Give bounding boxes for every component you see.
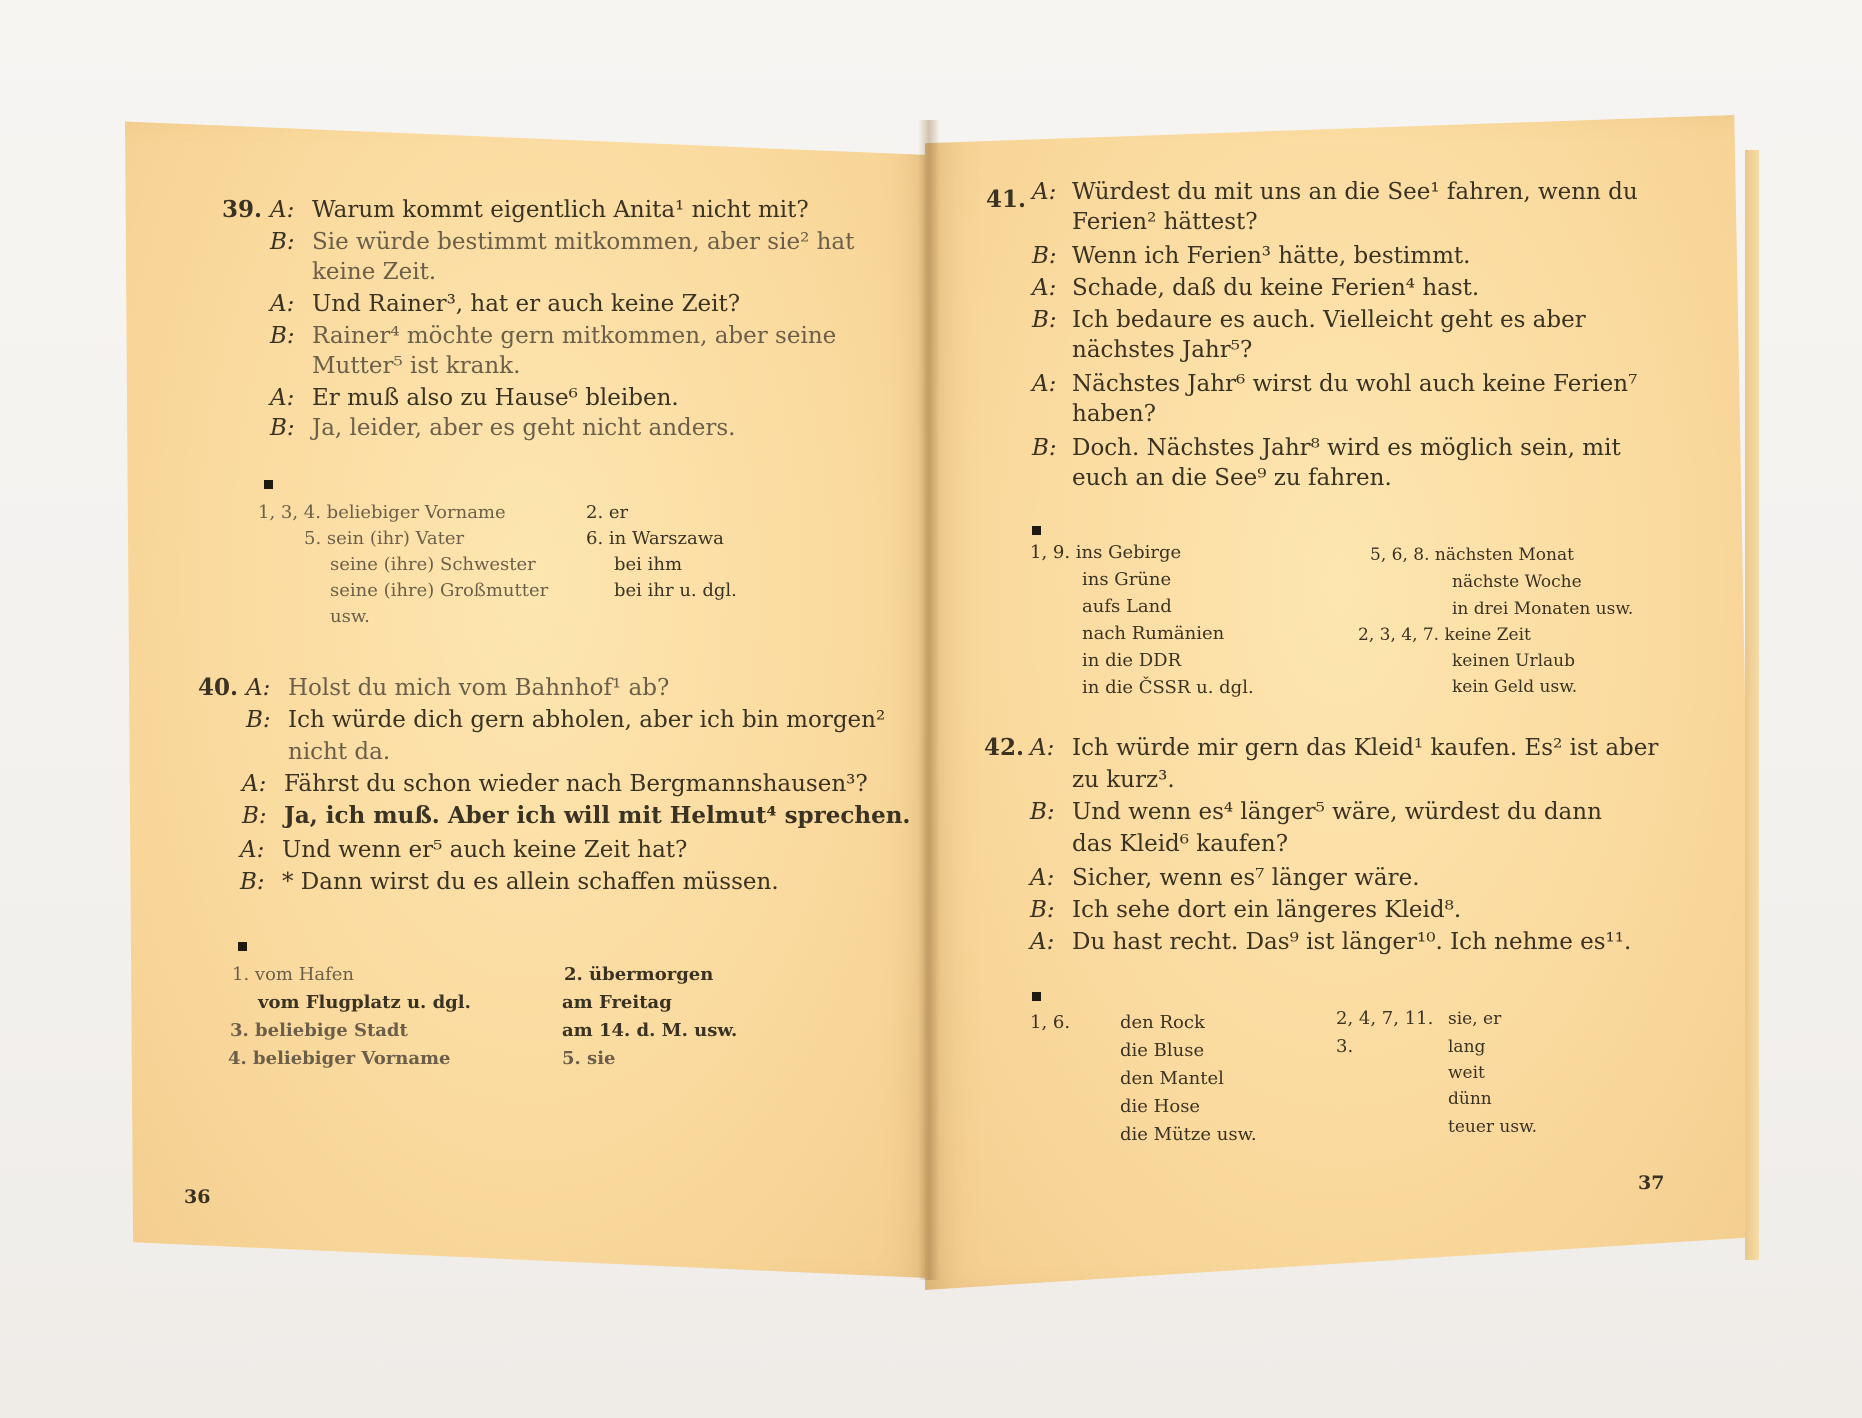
ex40-line: nicht da. (288, 739, 391, 765)
ex41-substitution: kein Geld usw. (1452, 677, 1578, 697)
ex41-line: Ich bedaure es auch. Vielleicht geht es aber (1072, 307, 1586, 333)
ex41-substitution: 5, 6, 8. nächsten Monat (1370, 545, 1574, 565)
ex42-substitution: weit (1448, 1063, 1485, 1083)
ex42-substitution: die Bluse (1120, 1040, 1205, 1061)
ex39-substitution: bei ihr u. dgl. (614, 580, 737, 601)
ex39-substitution: 1, 3, 4. beliebiger Vorname (258, 502, 506, 523)
ex41-substitution: nach Rumänien (1082, 623, 1225, 644)
ex41-substitution: 1, 9. ins Gebirge (1030, 542, 1182, 563)
ex39-speaker: B: (270, 415, 295, 441)
ex41-line: euch an die See⁹ zu fahren. (1072, 465, 1392, 491)
page-number-right: 37 (1638, 1172, 1665, 1194)
ex40-substitution: am 14. d. M. usw. (562, 1020, 738, 1041)
ex42-line: Ich sehe dort ein längeres Kleid⁸. (1072, 897, 1462, 923)
ex39-line: Mutter⁵ ist krank. (312, 353, 521, 379)
ex42-substitution-label: 2, 4, 7, 11. (1336, 1008, 1434, 1029)
ex40-substitution: 5. sie (562, 1048, 616, 1069)
ex41-speaker: A: (1032, 179, 1057, 205)
ex42-line: Du hast recht. Das⁹ ist länger¹⁰. Ich nehme es¹¹. (1072, 929, 1632, 955)
page-edge (1745, 150, 1759, 1260)
ex41-substitution: aufs Land (1082, 596, 1172, 617)
ex39-speaker: B: (270, 323, 295, 349)
ex42-speaker: B: (1030, 799, 1055, 825)
ex40-substitution: 2. übermorgen (564, 964, 714, 985)
ex39-line: Ja, leider, aber es geht nicht anders. (312, 415, 736, 441)
ex39-speaker: A: (270, 291, 295, 317)
ex41-line: Würdest du mit uns an die See¹ fahren, wenn du (1072, 179, 1638, 205)
ex40-substitution: am Freitag (562, 992, 672, 1013)
ex42-substitution: die Hose (1120, 1096, 1201, 1117)
ex42-substitution: teuer usw. (1448, 1117, 1538, 1137)
ex39-line: Sie würde bestimmt mitkommen, aber sie² hat (312, 229, 855, 255)
ex39-substitution: 5. sein (ihr) Vater (304, 528, 465, 549)
ex42-speaker: B: (1030, 897, 1055, 923)
ex41-speaker: B: (1032, 307, 1057, 333)
ex41-line: Ferien² hättest? (1072, 209, 1258, 235)
substitution-marker (264, 480, 273, 489)
exercise-42-number: 42. (984, 734, 1025, 761)
ex40-line: Ich würde dich gern abholen, aber ich bin morgen² (288, 707, 886, 733)
ex41-substitution: 2, 3, 4, 7. keine Zeit (1358, 625, 1531, 645)
ex40-line: Holst du mich vom Bahnhof¹ ab? (288, 675, 670, 701)
ex41-substitution: nächste Woche (1452, 572, 1582, 592)
ex42-substitution: den Mantel (1120, 1068, 1224, 1089)
ex41-substitution: ins Grüne (1082, 569, 1172, 590)
ex41-line: Schade, daß du keine Ferien⁴ hast. (1072, 275, 1480, 301)
ex41-line: Nächstes Jahr⁶ wirst du wohl auch keine Ferien⁷ (1072, 371, 1638, 397)
ex40-line: Fährst du schon wieder nach Bergmannshausen³? (284, 771, 868, 797)
ex42-line: Sicher, wenn es⁷ länger wäre. (1072, 865, 1420, 891)
ex42-substitution-label: 1, 6. (1030, 1012, 1071, 1033)
ex40-speaker: A: (246, 675, 271, 701)
ex42-line: Ich würde mir gern das Kleid¹ kaufen. Es² ist aber (1072, 735, 1659, 761)
ex40-line: Ja, ich muß. Aber ich will mit Helmut⁴ sprechen. (284, 802, 911, 829)
ex40-speaker: A: (242, 771, 267, 797)
ex42-line: das Kleid⁶ kaufen? (1072, 831, 1289, 857)
ex39-line: Warum kommt eigentlich Anita¹ nicht mit? (312, 197, 809, 223)
ex41-speaker: B: (1032, 243, 1057, 269)
ex39-substitution: 2. er (586, 502, 629, 523)
ex39-substitution: seine (ihre) Großmutter (330, 580, 549, 601)
ex41-substitution: in die DDR (1082, 650, 1182, 671)
ex42-substitution-label: 3. (1336, 1036, 1354, 1057)
ex39-substitution: usw. (330, 606, 370, 627)
ex41-line: nächstes Jahr⁵? (1072, 337, 1253, 363)
ex40-speaker: B: (242, 803, 267, 829)
ex39-speaker: A: (270, 385, 295, 411)
ex42-speaker: A: (1030, 735, 1055, 761)
ex42-substitution: sie, er (1448, 1009, 1502, 1029)
ex39-substitution: seine (ihre) Schwester (330, 554, 536, 575)
ex42-line: zu kurz³. (1072, 767, 1175, 793)
ex42-substitution: lang (1448, 1037, 1486, 1057)
exercise-41-number: 41. (986, 186, 1027, 213)
ex39-line: keine Zeit. (312, 259, 437, 285)
ex41-speaker: A: (1032, 371, 1057, 397)
ex40-substitution: vom Flugplatz u. dgl. (258, 992, 471, 1013)
ex41-line: Doch. Nächstes Jahr⁸ wird es möglich sein, mit (1072, 435, 1621, 461)
ex39-speaker: B: (270, 229, 295, 255)
ex40-substitution: 3. beliebige Stadt (230, 1020, 408, 1041)
ex42-substitution: den Rock (1120, 1012, 1205, 1033)
ex39-line: Er muß also zu Hause⁶ bleiben. (312, 385, 679, 411)
ex40-substitution: 1. vom Hafen (232, 964, 355, 985)
ex39-speaker: A: (270, 197, 295, 223)
ex41-line: haben? (1072, 401, 1157, 427)
ex42-substitution: die Mütze usw. (1120, 1124, 1257, 1145)
ex41-substitution: in drei Monaten usw. (1452, 599, 1634, 619)
ex41-substitution: keinen Urlaub (1452, 651, 1576, 671)
ex42-speaker: A: (1030, 865, 1055, 891)
ex42-substitution: dünn (1448, 1089, 1492, 1109)
exercise-39-number: 39. (222, 196, 263, 223)
ex40-speaker: A: (240, 837, 265, 863)
substitution-marker (1032, 992, 1041, 1001)
ex39-line: Rainer⁴ möchte gern mitkommen, aber seine (312, 323, 837, 349)
substitution-marker (1032, 526, 1041, 535)
ex39-substitution: 6. in Warszawa (586, 528, 724, 549)
ex40-substitution: 4. beliebiger Vorname (228, 1048, 451, 1069)
ex40-speaker: B: (246, 707, 271, 733)
exercise-40-number: 40. (198, 674, 239, 701)
ex42-speaker: A: (1030, 929, 1055, 955)
ex41-speaker: B: (1032, 435, 1057, 461)
ex40-speaker: B: (240, 869, 265, 895)
ex39-line: Und Rainer³, hat er auch keine Zeit? (312, 291, 741, 317)
ex41-line: Wenn ich Ferien³ hätte, bestimmt. (1072, 243, 1471, 269)
ex39-substitution: bei ihm (614, 554, 683, 575)
ex40-line: * Dann wirst du es allein schaffen müssen. (282, 869, 779, 895)
ex41-substitution: in die ČSSR u. dgl. (1082, 677, 1254, 698)
substitution-marker (238, 942, 247, 951)
ex40-line: Und wenn er⁵ auch keine Zeit hat? (282, 837, 688, 863)
ex41-speaker: A: (1032, 275, 1057, 301)
page-number-left: 36 (184, 1186, 211, 1208)
ex42-line: Und wenn es⁴ länger⁵ wäre, würdest du dann (1072, 799, 1602, 825)
